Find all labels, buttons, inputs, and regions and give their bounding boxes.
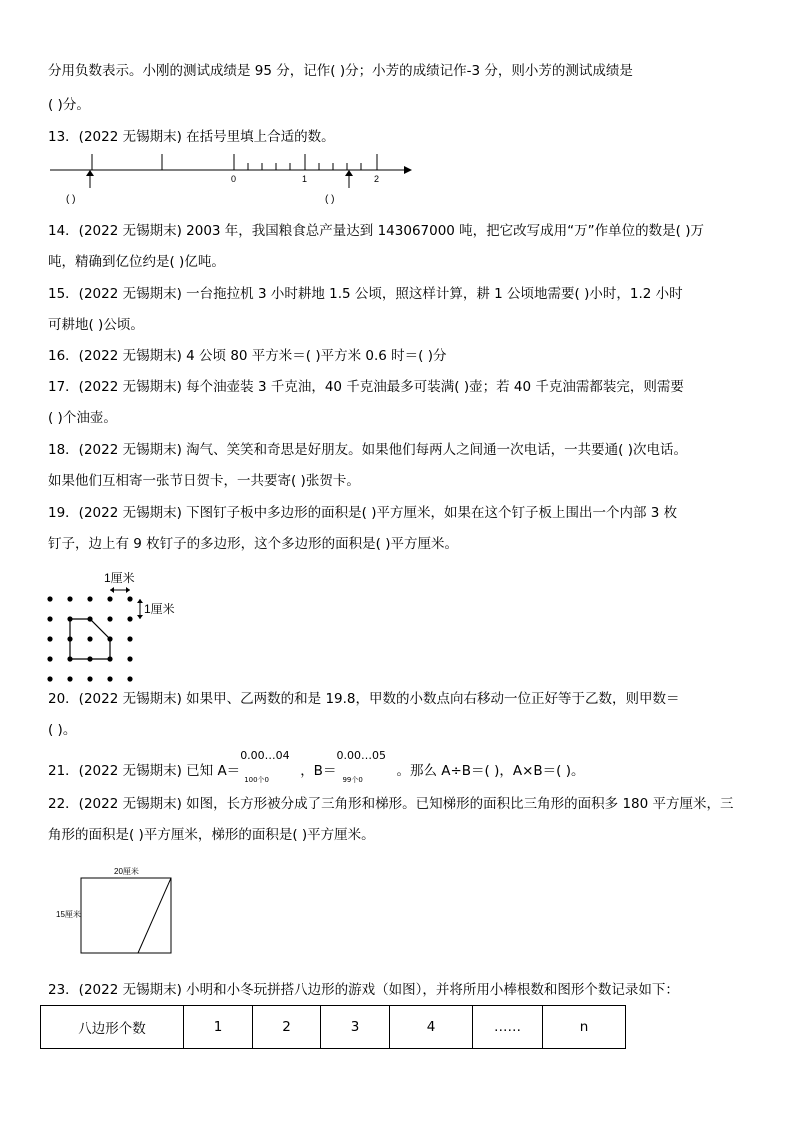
answer-blank-left: ( ) xyxy=(66,194,76,205)
q12-line1: 分用负数表示。小刚的测试成绩是 95 分，记作( )分；小芳的成绩记作-3 分，则小芳的测试成绩是 xyxy=(48,63,633,79)
q23-line1: 23．(2022 无锡期末) 小明和小冬玩拼搭八边形的游戏（如图），并将所用小棒根数和图形个数记录如下： xyxy=(48,982,679,998)
unit-label-h: 1厘米 xyxy=(104,571,135,585)
q13-text: 13．(2022 无锡期末) 在括号里填上合适的数。 xyxy=(48,129,335,145)
peg xyxy=(47,636,52,641)
q14-line2: 吨，精确到亿位约是( )亿吨。 xyxy=(48,254,225,270)
q17-line2: ( )个油壶。 xyxy=(48,410,117,426)
geoboard-pegs xyxy=(47,596,132,684)
q19-line1: 19．(2022 无锡期末) 下图钉子板中多边形的面积是( )平方厘米，如果在这个钉子板上围出一个内部 3 枚 xyxy=(48,505,678,521)
peg xyxy=(47,676,52,681)
peg xyxy=(67,676,72,681)
peg xyxy=(127,676,132,681)
q21-a-sub: 100个0 xyxy=(244,776,270,784)
peg xyxy=(127,616,132,621)
rectangle-divider xyxy=(138,878,171,953)
q20-line2: ( )。 xyxy=(48,722,77,738)
q14-line1: 14．(2022 无锡期末) 2003 年，我国粮食总产量达到 143067000 吨，把它改写成用“万”作单位的数是( )万 xyxy=(48,223,704,239)
q21-suffix: 。那么 A÷B＝( )，A×B＝( )。 xyxy=(396,763,585,779)
q21-line xyxy=(48,749,585,784)
q19-line2: 钉子，边上有 9 枚钉子的多边形，这个多边形的面积是( )平方厘米。 xyxy=(48,536,458,552)
peg xyxy=(107,616,112,621)
answer-blank-right: ( ) xyxy=(325,194,335,205)
q16-line1: 16．(2022 无锡期末) 4 公顷 80 平方米＝( )平方米 0.6 时＝( )分 xyxy=(48,348,447,364)
q22-line1: 22．(2022 无锡期末) 如图，长方形被分成了三角形和梯形。已知梯形的面积比三角形的面积多 180 平方厘米，三 xyxy=(48,796,734,812)
peg xyxy=(107,676,112,681)
number-line-figure xyxy=(40,148,420,210)
q21-mid: ，B＝ xyxy=(300,763,337,779)
q12-line2: ( )分。 xyxy=(48,97,90,113)
rectangle-figure xyxy=(50,860,190,960)
q15-line2: 可耕地( )公顷。 xyxy=(48,317,144,333)
number-line-arrowhead xyxy=(404,166,412,174)
peg xyxy=(67,596,72,601)
q21-prefix: 21．(2022 无锡期末) 已知 A＝ xyxy=(48,763,241,779)
table-cell: 4 xyxy=(390,1006,473,1049)
q20-line1: 20．(2022 无锡期末) 如果甲、乙两数的和是 19.8，甲数的小数点向右移动一位正好等于乙数，则甲数＝ xyxy=(48,691,680,707)
height-label: 15厘米 xyxy=(56,910,81,919)
q21-a-value xyxy=(240,749,300,784)
octagon-table xyxy=(40,1005,626,1049)
rectangle-outline xyxy=(81,878,171,953)
q21-b-value xyxy=(336,749,396,784)
tick-label-0: 0 xyxy=(231,174,237,184)
geoboard-figure xyxy=(40,566,200,684)
q22-line2: 角形的面积是( )平方厘米，梯形的面积是( )平方厘米。 xyxy=(48,827,375,843)
table-row xyxy=(41,1006,626,1049)
peg xyxy=(47,616,52,621)
q21-b-top: 0.00…05 xyxy=(336,749,386,762)
q18-line2: 如果他们互相寄一张节日贺卡，一共要寄( )张贺卡。 xyxy=(48,473,360,489)
table-cell: 3 xyxy=(321,1006,390,1049)
peg xyxy=(87,596,92,601)
peg xyxy=(127,656,132,661)
peg xyxy=(127,636,132,641)
q15-line1: 15．(2022 无锡期末) 一台拖拉机 3 小时耕地 1.5 公顷，照这样计算，耕 1 公顷地需要( )小时，1.2 小时 xyxy=(48,286,683,302)
peg xyxy=(87,636,92,641)
q18-line1: 18．(2022 无锡期末) 淘气、笑笑和奇思是好朋友。如果他们每两人之间通一次电话，一共要通( )次电话。 xyxy=(48,442,687,458)
peg xyxy=(87,676,92,681)
table-cell: 1 xyxy=(184,1006,253,1049)
q17-line1: 17．(2022 无锡期末) 每个油壶装 3 千克油，40 千克油最多可装满( )壶；若 40 千克油需都装完，则需要 xyxy=(48,379,684,395)
peg xyxy=(47,596,52,601)
width-label: 20厘米 xyxy=(114,867,139,876)
q21-b-sub: 99个0 xyxy=(342,776,363,784)
table-cell: 2 xyxy=(253,1006,321,1049)
peg xyxy=(107,596,112,601)
table-cell: …… xyxy=(473,1006,543,1049)
unit-label-v: 1厘米 xyxy=(144,602,175,616)
table-header: 八边形个数 xyxy=(41,1006,184,1049)
peg xyxy=(47,656,52,661)
peg xyxy=(127,596,132,601)
tick-label-2: 2 xyxy=(374,174,380,184)
q21-a-top: 0.00…04 xyxy=(240,749,290,762)
tick-label-1: 1 xyxy=(302,174,308,184)
table-cell: n xyxy=(543,1006,626,1049)
